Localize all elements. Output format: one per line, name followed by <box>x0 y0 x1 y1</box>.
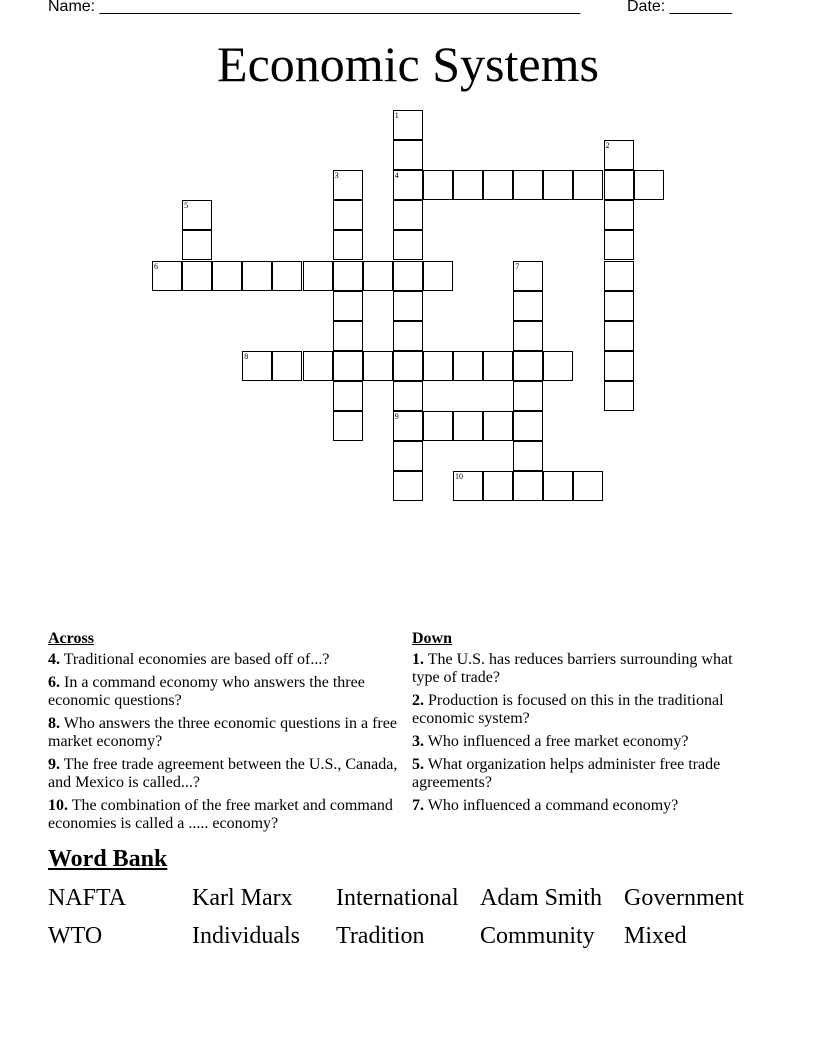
crossword-cell[interactable] <box>363 351 393 381</box>
crossword-cell[interactable] <box>393 351 423 381</box>
crossword-cell[interactable] <box>513 441 543 471</box>
crossword-cell[interactable] <box>393 110 423 140</box>
word-bank-item: Individuals <box>192 923 300 949</box>
clue-across-4: 4. Traditional economies are based off of...? <box>48 651 330 668</box>
crossword-cell[interactable] <box>303 261 333 291</box>
down-heading: Down <box>412 630 453 647</box>
cell-number: 8 <box>244 351 249 361</box>
word-bank-item: International <box>336 885 459 911</box>
name-field: Name: ______________________________________________________ <box>48 0 581 15</box>
crossword-cell[interactable] <box>483 471 513 501</box>
crossword-cell[interactable] <box>543 170 573 200</box>
crossword-cell[interactable] <box>604 381 634 411</box>
crossword-cell[interactable] <box>272 261 302 291</box>
crossword-cell[interactable] <box>182 261 212 291</box>
crossword-cell[interactable] <box>513 321 543 351</box>
cell-number: 10 <box>455 472 463 482</box>
crossword-cell[interactable] <box>513 471 543 501</box>
crossword-cell[interactable] <box>423 351 453 381</box>
crossword-cell[interactable] <box>453 351 483 381</box>
crossword-cell[interactable] <box>363 261 393 291</box>
word-bank-item: Adam Smith <box>480 885 603 911</box>
across-heading: Across <box>48 630 94 647</box>
crossword-cell[interactable] <box>604 291 634 321</box>
crossword-cell[interactable] <box>604 200 634 230</box>
crossword-cell[interactable] <box>182 230 212 260</box>
crossword-cell[interactable] <box>212 261 242 291</box>
word-bank-title: Word Bank <box>48 846 168 872</box>
crossword-cell[interactable] <box>604 351 634 381</box>
cell-number: 1 <box>394 111 399 120</box>
crossword-cell[interactable] <box>604 170 634 200</box>
cell-number: 4 <box>394 171 399 181</box>
crossword-cell[interactable] <box>453 471 483 501</box>
crossword-cell[interactable] <box>604 140 634 170</box>
clue-down-3: 3. Who influenced a free market economy? <box>412 733 689 750</box>
crossword-cell[interactable] <box>242 351 272 381</box>
crossword-cell[interactable] <box>423 261 453 291</box>
crossword-cell[interactable] <box>393 321 423 351</box>
page-title: Economic Systems <box>217 36 599 92</box>
cell-number: 7 <box>515 261 520 271</box>
crossword-cell[interactable] <box>333 381 363 411</box>
crossword-cell[interactable] <box>393 441 423 471</box>
crossword-cell[interactable] <box>513 411 543 441</box>
clue-across-9: 9. The free trade agreement between the U.S., Canada, and Mexico is called...? <box>48 756 398 791</box>
crossword-cell[interactable] <box>393 471 423 501</box>
crossword-grid <box>0 0 816 520</box>
clue-across-8: 8. Who answers the three economic questions in a free market economy? <box>48 715 397 750</box>
cell-number: 3 <box>334 171 339 181</box>
crossword-cell[interactable] <box>393 140 423 170</box>
crossword-cell[interactable] <box>483 170 513 200</box>
crossword-cell[interactable] <box>303 351 333 381</box>
crossword-cell[interactable] <box>483 411 513 441</box>
crossword-cell[interactable] <box>393 170 423 200</box>
crossword-cell[interactable] <box>333 351 363 381</box>
crossword-cell[interactable] <box>453 170 483 200</box>
crossword-cell[interactable] <box>272 351 302 381</box>
crossword-cell[interactable] <box>182 200 212 230</box>
word-bank-item: Government <box>624 885 744 911</box>
crossword-cell[interactable] <box>393 291 423 321</box>
crossword-cell[interactable] <box>333 200 363 230</box>
crossword-cell[interactable] <box>513 381 543 411</box>
crossword-cell[interactable] <box>483 351 513 381</box>
crossword-cell[interactable] <box>423 411 453 441</box>
clue-across-10: 10. The combination of the free market and command economies is called a ..... economy? <box>48 797 393 832</box>
date-field: Date: _______ <box>627 0 732 15</box>
crossword-cell[interactable] <box>333 230 363 260</box>
crossword-cell[interactable] <box>393 230 423 260</box>
crossword-cell[interactable] <box>573 170 603 200</box>
crossword-cell[interactable] <box>333 321 363 351</box>
crossword-cell[interactable] <box>242 261 272 291</box>
down-clues <box>412 630 762 820</box>
clue-across-6: 6. In a command economy who answers the three economic questions? <box>48 674 365 709</box>
crossword-cell[interactable] <box>543 351 573 381</box>
word-bank-item: Tradition <box>336 923 425 949</box>
crossword-cell[interactable] <box>393 261 423 291</box>
cell-number: 2 <box>605 141 610 151</box>
clue-down-7: 7. Who influenced a command economy? <box>412 797 679 814</box>
crossword-cell[interactable] <box>513 261 543 291</box>
word-bank-item: Community <box>480 923 595 949</box>
crossword-cell[interactable] <box>543 471 573 501</box>
crossword-cell[interactable] <box>513 351 543 381</box>
crossword-cell[interactable] <box>333 411 363 441</box>
clue-down-1: 1. The U.S. has reduces barriers surrounding what type of trade? <box>412 651 733 686</box>
crossword-cell[interactable] <box>333 170 363 200</box>
crossword-cell[interactable] <box>333 291 363 321</box>
crossword-cell[interactable] <box>333 261 363 291</box>
crossword-cell[interactable] <box>393 200 423 230</box>
word-bank-item: Karl Marx <box>192 885 293 911</box>
word-bank-item: WTO <box>48 923 103 949</box>
crossword-cell[interactable] <box>393 411 423 441</box>
crossword-cell[interactable] <box>604 261 634 291</box>
cell-number: 6 <box>154 261 158 271</box>
across-clues <box>48 630 398 838</box>
cell-number: 5 <box>184 201 189 211</box>
clue-down-5: 5. What organization helps administer free trade agreements? <box>412 756 721 791</box>
crossword-cell[interactable] <box>513 170 543 200</box>
crossword-cell[interactable] <box>423 170 453 200</box>
cell-number: 9 <box>394 412 399 421</box>
crossword-cell[interactable] <box>453 411 483 441</box>
clue-down-2: 2. Production is focused on this in the traditional economic system? <box>412 692 724 727</box>
crossword-cell[interactable] <box>634 170 664 200</box>
word-bank-item: Mixed <box>624 923 687 949</box>
word-bank-item: NAFTA <box>48 885 127 911</box>
crossword-cell[interactable] <box>573 471 603 501</box>
crossword-cell[interactable] <box>604 321 634 351</box>
crossword-cell[interactable] <box>152 261 182 291</box>
crossword-cell[interactable] <box>393 381 423 411</box>
crossword-cell[interactable] <box>604 230 634 260</box>
crossword-cell[interactable] <box>513 291 543 321</box>
